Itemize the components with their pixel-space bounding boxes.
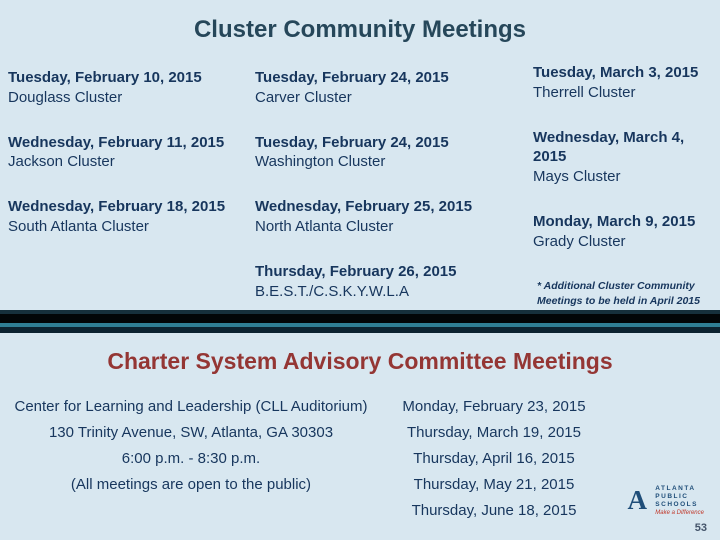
meeting-date: Wednesday, February 11, 2015 [8, 133, 225, 151]
meeting-cluster: B.E.S.T./C.S.K.Y.W.L.A [255, 282, 409, 300]
divider-stripe-band [0, 327, 720, 333]
meeting-cluster: South Atlanta Cluster [8, 217, 149, 235]
divider-stripe [0, 310, 720, 333]
advisory-date: Thursday, March 19, 2015 [407, 424, 581, 441]
slide-title: Cluster Community Meetings [193, 16, 527, 43]
meeting-cluster: Washington Cluster [255, 153, 386, 171]
meeting-item [255, 262, 523, 302]
meeting-cluster: Jackson Cluster [8, 153, 115, 171]
aps-logo-icon: A [627, 484, 648, 515]
meetings-column-3 [533, 63, 715, 277]
page-number: 53 [694, 522, 707, 534]
venue-line: Center for Learning and Leadership (CLL Auditorium) [14, 398, 368, 415]
divider-stripe-band [0, 314, 720, 323]
advisory-date: Monday, February 23, 2015 [402, 398, 586, 415]
meetings-column-1 [8, 68, 253, 262]
meeting-cluster: Carver Cluster [255, 88, 352, 106]
advisory-date: Thursday, April 16, 2015 [413, 450, 575, 467]
aps-logo-name-line: SCHOOLS [655, 500, 698, 508]
venue-line: 6:00 p.m. - 8:30 p.m. [121, 450, 261, 467]
meeting-date: Thursday, February 26, 2015 [255, 262, 457, 280]
aps-logo-name-line: ATLANTA [655, 484, 696, 492]
venue-info-block [12, 394, 370, 498]
meeting-date: Wednesday, March 4, 2015 [533, 128, 685, 166]
aps-logo-text [655, 485, 704, 516]
meeting-item [533, 128, 715, 187]
meeting-item [533, 212, 715, 252]
meeting-date: Tuesday, February 10, 2015 [8, 69, 202, 86]
aps-logo-tagline: Make a Difference [655, 510, 704, 516]
meeting-date: Wednesday, February 18, 2015 [8, 198, 226, 216]
meeting-date: Tuesday, February 24, 2015 [255, 69, 449, 86]
atlanta-public-schools-logo [623, 485, 704, 516]
meeting-item [255, 197, 523, 237]
meeting-item [8, 68, 253, 108]
advisory-date: Thursday, June 18, 2015 [411, 502, 577, 519]
meeting-cluster: Grady Cluster [533, 232, 626, 250]
advisory-dates-list [385, 394, 603, 524]
meeting-cluster: Mays Cluster [533, 168, 621, 186]
meetings-column-2 [255, 68, 523, 326]
meeting-cluster: Douglass Cluster [8, 88, 123, 106]
meeting-item [255, 68, 523, 108]
meeting-item [8, 133, 253, 173]
meeting-item [8, 197, 253, 237]
meeting-date: Monday, March 9, 2015 [533, 212, 696, 230]
venue-line: (All meetings are open to the public) [70, 476, 312, 493]
aps-logo-name-line: PUBLIC [655, 492, 689, 500]
meeting-item [533, 63, 715, 103]
meeting-cluster: North Atlanta Cluster [255, 217, 394, 235]
meeting-date: Tuesday, February 24, 2015 [255, 133, 449, 151]
venue-line: 130 Trinity Avenue, SW, Atlanta, GA 30303 [48, 424, 334, 441]
april-meetings-note: * Additional Cluster Community Meetings to be held in April 2015 [537, 280, 700, 307]
charter-section-title: Charter System Advisory Committee Meetings [107, 348, 613, 374]
meeting-cluster: Therrell Cluster [533, 83, 636, 101]
meeting-date: Tuesday, March 3, 2015 [533, 64, 699, 81]
meeting-date: Wednesday, February 25, 2015 [255, 198, 473, 216]
meeting-item [255, 133, 523, 173]
advisory-date: Thursday, May 21, 2015 [413, 476, 575, 493]
